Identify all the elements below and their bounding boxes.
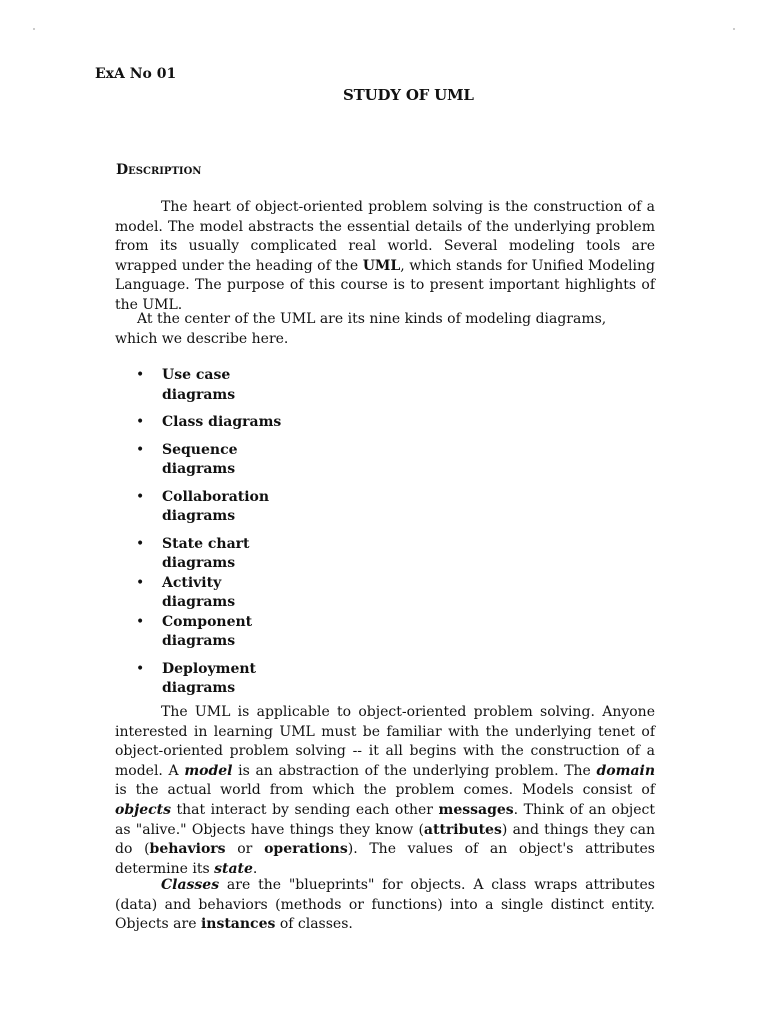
domain-term: domain <box>596 762 656 779</box>
operations-term: operations <box>264 841 348 858</box>
list-item: • State chart diagrams <box>136 535 292 574</box>
list-item: • Activity diagrams <box>136 574 292 613</box>
section-heading: Description <box>116 162 202 178</box>
scan-mark-right <box>733 28 735 30</box>
scan-mark-left <box>33 28 35 30</box>
model-term: model <box>184 762 233 779</box>
uml-explanation-paragraph: The UML is applicable to object-oriented problem solving. Anyone interested in learning UML must be familiar with the underlying tenet of object-oriented problem solving -- it all begins with the construction of a model. A model is an abstraction of the underlying problem. The domain is the actual world from which the problem comes. Models consist of objects that interact by sending each other messages. Think of an object as "alive." Objects have things they know (attributes) and things they can do (behaviors or operations). The values of an object's attributes determine its state. <box>115 704 656 877</box>
page-title: STUDY OF UML <box>343 86 474 104</box>
diagram-list <box>136 366 336 699</box>
list-item: • Deployment diagrams <box>136 660 292 699</box>
list-item: • Component diagrams <box>136 613 292 652</box>
state-term: state <box>214 860 253 877</box>
list-item: • Class diagrams <box>136 413 292 433</box>
instances-term: instances <box>200 916 276 933</box>
diagrams-intro-paragraph: At the center of the UML are its nine kinds of modeling diagrams, which we describe here. <box>115 311 607 347</box>
list-item: • Collaboration diagrams <box>136 488 292 527</box>
uml-term: UML <box>362 257 401 274</box>
list-item: • Use case diagrams <box>136 366 292 405</box>
list-item: • Sequence diagrams <box>136 441 292 480</box>
messages-term: messages <box>438 801 514 818</box>
classes-paragraph: Classes are the "blueprints" for objects. A class wraps attributes (data) and behaviors (methods or functions) into a single distinct entity. Objects are instances of classes. <box>115 877 655 933</box>
attributes-term: attributes <box>423 821 502 838</box>
objects-term: objects <box>115 801 171 818</box>
exercise-number: ExA No 01 <box>95 66 177 82</box>
intro-paragraph: The heart of object-oriented problem solving is the construction of a model. The model abstracts the essential details of the underlying problem from its usually complicated real world. Several modeling tools are wrapped under the heading of the UML, which stands for Unified Modeling Language. The purpose of this course is to present important highlights of the UML. <box>115 199 655 313</box>
classes-term: Classes <box>161 877 220 893</box>
behaviors-term: behaviors <box>149 841 226 858</box>
